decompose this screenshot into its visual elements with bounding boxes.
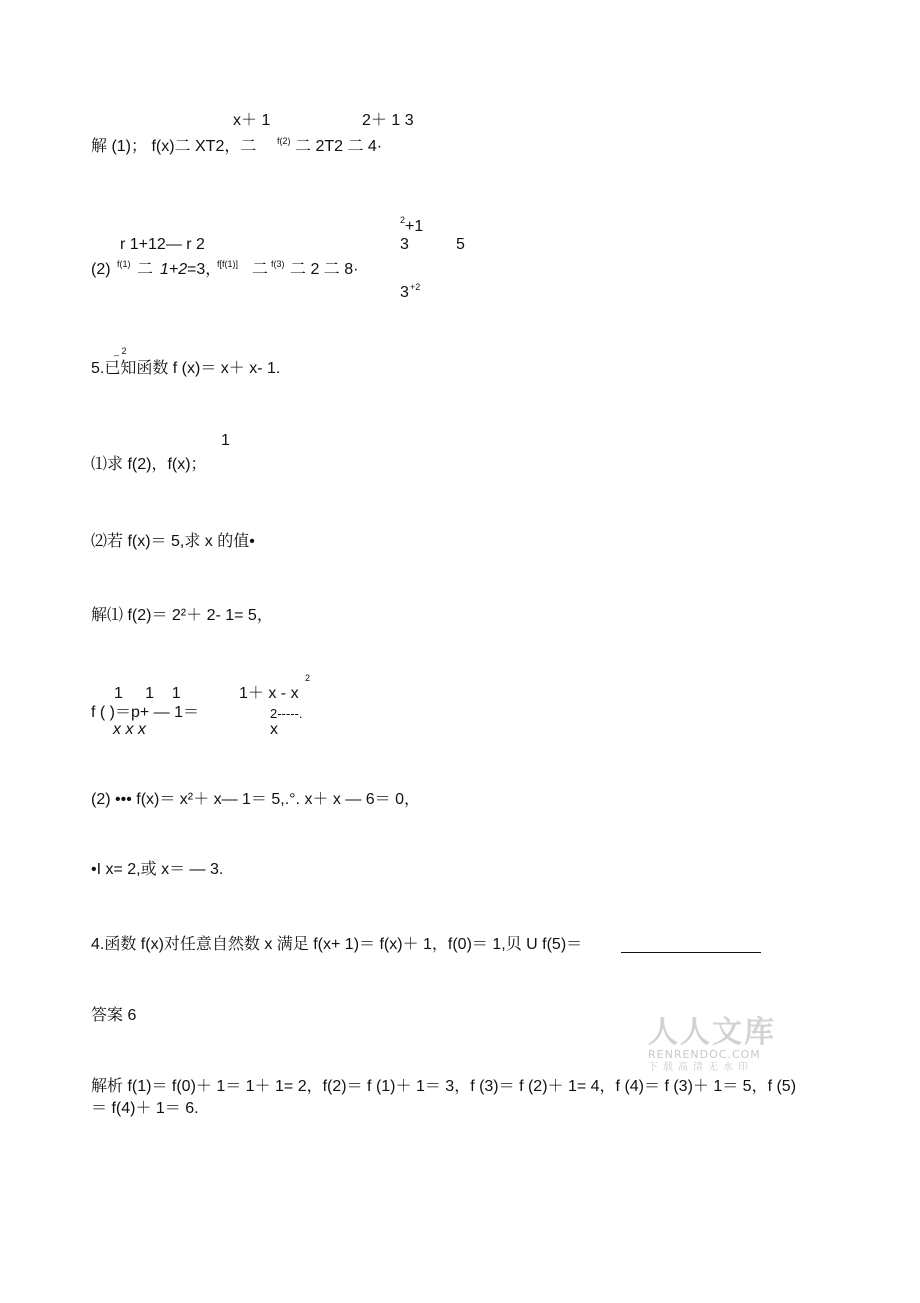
fraction-bottom-right: x bbox=[270, 721, 278, 738]
part2-bottom: 3 bbox=[400, 284, 409, 301]
part2-row1-mid: 3 bbox=[400, 236, 409, 253]
problem4-statement: 4.函数 f(x)对任意自然数 x 满足 f(x+ 1)＝ f(x)＋ 1，f(0)＝ 1,贝 U f(5)＝ bbox=[91, 936, 583, 953]
problem4-answer: 答案 6 bbox=[91, 1007, 137, 1024]
problem5-solution-2: (2) ••• f(x)＝ x²＋ x— 1＝ 5,.°. x＋ x — 6＝ 0， bbox=[91, 791, 421, 808]
fraction-top-left: 1 1 1 bbox=[114, 685, 181, 702]
part2-eq4: 二 2 二 8· bbox=[290, 261, 359, 278]
solution-part1-sup: f(2) bbox=[277, 136, 291, 146]
part2-eq3: 二 bbox=[252, 261, 269, 278]
answer-blank bbox=[621, 952, 761, 953]
fraction-top-sup: 2 bbox=[305, 673, 311, 683]
fraction-mid-right: 2-----. bbox=[270, 706, 303, 721]
problem5-statement: 5.已知函数 f (x)＝ x＋ x- 1. bbox=[91, 360, 281, 377]
problem4-analysis-line1: 解析 f(1)＝ f(0)＋ 1＝ 1＋ 1= 2，f(2)＝ f (1)＋ 1＝ 3，f (3)＝ f (2)＋ 1= 4，f (4)＝ f (3)＋ 1＝ 5，f (5) bbox=[91, 1078, 797, 1095]
part2-eq1: 二 bbox=[137, 261, 154, 278]
part2-row1-right: 5 bbox=[456, 236, 465, 253]
part2-row1-left: r 1+12— r 2 bbox=[120, 236, 205, 253]
problem5-sup-mark: _ 2 bbox=[114, 346, 127, 356]
fraction-mid-left: f ( )＝p+ — 1＝ bbox=[91, 704, 200, 721]
problem5-q1: ⑴求 f(2)，f(x)； bbox=[91, 456, 207, 473]
solution-part1-tail: 二 2T2 二 4· bbox=[295, 138, 383, 155]
part2-bottom-sup: +2 bbox=[410, 282, 421, 292]
solution-part1-line: 解 (1)； f(x)二 XT2，二 bbox=[91, 138, 257, 155]
watermark-slogan: 下载高清无水印 bbox=[648, 1062, 753, 1073]
watermark-title: 人人文库 bbox=[648, 1015, 776, 1050]
part2-sup3: f(3) bbox=[271, 259, 285, 269]
part2-top-right: +1 bbox=[405, 218, 424, 235]
problem4-analysis-line2: ＝ f(4)＋ 1＝ 6. bbox=[91, 1100, 199, 1117]
part2-italic: 1+2 bbox=[160, 261, 188, 278]
fraction-bottom-left: x x x bbox=[113, 721, 146, 738]
problem5-q2: ⑵若 f(x)＝ 5,求 x 的值• bbox=[91, 533, 255, 550]
part2-eq2: =3， bbox=[187, 261, 222, 278]
formula-top-left: x＋ 1 bbox=[233, 112, 271, 129]
part2-label: (2) bbox=[91, 261, 111, 278]
part2-top-sup: 2 bbox=[400, 215, 406, 225]
problem5-solution-3: •I x= 2,或 x＝ — 3. bbox=[91, 861, 224, 878]
problem5-solution-1: 解⑴ f(2)＝ 2²＋ 2- 1= 5， bbox=[91, 607, 273, 624]
part2-sup1: f(1) bbox=[117, 259, 131, 269]
problem5-q1-sup: 1 bbox=[221, 432, 230, 449]
formula-top-right: 2＋ 1 3 bbox=[362, 112, 414, 129]
part2-sup2: f[f(1)] bbox=[217, 259, 239, 269]
watermark-site: RENRENDOC.COM bbox=[648, 1048, 761, 1061]
fraction-top-right: 1＋ x - x bbox=[239, 685, 299, 702]
